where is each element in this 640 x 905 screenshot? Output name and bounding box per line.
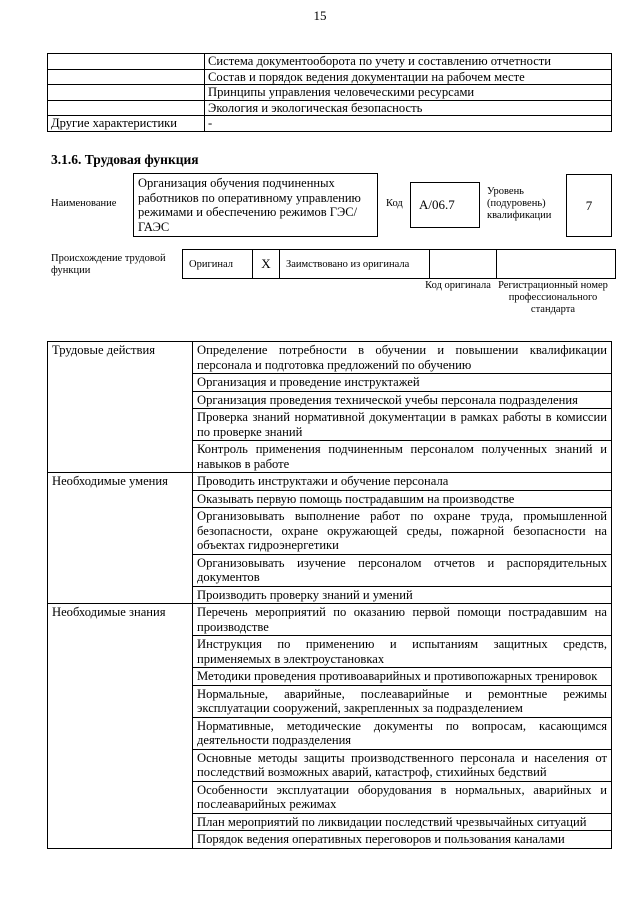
qualification-level-label: Уровень (подуровень) квалификации (487, 186, 552, 221)
function-code-value: A/06.7 (410, 182, 480, 228)
item-cell: Организовывать выполнение работ по охране труда, промышленной безопасности, охране окружающей среды, пожарной безопасности на объектах гидроэнергетики (193, 508, 612, 555)
code-original-caption: Код оригинала (425, 280, 491, 291)
origin-table (182, 249, 616, 279)
table-row (48, 100, 612, 116)
item-cell: Методики проведения противоаварийных и противопожарных тренировок (193, 668, 612, 686)
item-cell: Нормативные, методические документы по вопросам, касающимся деятельности подразделения (193, 717, 612, 749)
item-cell: Проверка знаний нормативной документации в рамках работы в комиссии по проверке знаний (193, 409, 612, 441)
table-row (48, 69, 612, 85)
table-row (48, 473, 612, 491)
item-cell: Особенности эксплуатации оборудования в нормальных, аварийных и послеаварийных режимах (193, 781, 612, 813)
row-value: Система документооборота по учету и составлению отчетности (205, 54, 612, 70)
row-value: Экология и экологическая безопасность (205, 100, 612, 116)
category-cell: Трудовые действия (48, 342, 193, 473)
item-cell: Перечень мероприятий по оказанию первой помощи пострадавшим на производстве (193, 604, 612, 636)
item-cell: Контроль применения подчиненным персоналом полученных знаний и навыков в работе (193, 441, 612, 473)
table-row (48, 342, 612, 374)
table-row (48, 604, 612, 636)
category-cell: Необходимые знания (48, 604, 193, 849)
item-cell: Основные методы защиты производственного персонала и населения от последствий возможных аварий, катастроф, стихийных бедствий (193, 749, 612, 781)
row-label: Другие характеристики (48, 116, 205, 132)
function-name-value: Организация обучения подчиненных работников по оперативному управлению режимами и обеспечению режимов ГЭС/ГАЭС (133, 173, 378, 237)
borrowed-label: Заимствовано из оригинала (280, 250, 430, 279)
row-label (48, 85, 205, 101)
row-value: Принципы управления человеческими ресурсами (205, 85, 612, 101)
code-original-cell (430, 250, 497, 279)
item-cell: Организация и проведение инструктажей (193, 374, 612, 392)
page-number: 15 (313, 8, 327, 23)
table-row (48, 116, 612, 132)
item-cell: Организация проведения технической учебы персонала подразделения (193, 391, 612, 409)
function-name-label: Наименование (51, 198, 117, 209)
registration-number-caption: Регистрационный номер профессионального стандарта (498, 280, 608, 315)
item-cell: Проводить инструктажи и обучение персонала (193, 473, 612, 491)
qualification-level-value: 7 (566, 174, 612, 237)
row-value: - (205, 116, 612, 132)
row-value: Состав и порядок ведения документации на рабочем месте (205, 69, 612, 85)
section-title: 3.1.6. Трудовая функция (51, 152, 199, 167)
registration-number-cell (497, 250, 616, 279)
table-row (48, 85, 612, 101)
function-origin-label: Происхождение трудовой функции (51, 253, 166, 276)
item-cell: План мероприятий по ликвидации последствий чрезвычайных ситуаций (193, 813, 612, 831)
item-cell: Инструкция по применению и испытаниям защитных средств, применяемых в электроустановках (193, 636, 612, 668)
item-cell: Порядок ведения оперативных переговоров и пользования каналами (193, 831, 612, 849)
previous-section-table (47, 53, 612, 132)
table-row (48, 54, 612, 70)
original-mark: X (253, 250, 280, 279)
item-cell: Организовывать изучение персоналом отчетов и распорядительных документов (193, 554, 612, 586)
original-label: Оригинал (183, 250, 253, 279)
function-code-label: Код (386, 198, 403, 209)
row-label (48, 54, 205, 70)
labor-function-table (47, 341, 612, 849)
item-cell: Нормальные, аварийные, послеаварийные и ремонтные режимы эксплуатации сооружений, закрепленных за подразделением (193, 685, 612, 717)
category-cell: Необходимые умения (48, 473, 193, 604)
item-cell: Оказывать первую помощь пострадавшим на производстве (193, 490, 612, 508)
row-label (48, 100, 205, 116)
item-cell: Определение потребности в обучении и повышении квалификации персонала и подготовка предложений по обучению (193, 342, 612, 374)
item-cell: Производить проверку знаний и умений (193, 586, 612, 604)
row-label (48, 69, 205, 85)
